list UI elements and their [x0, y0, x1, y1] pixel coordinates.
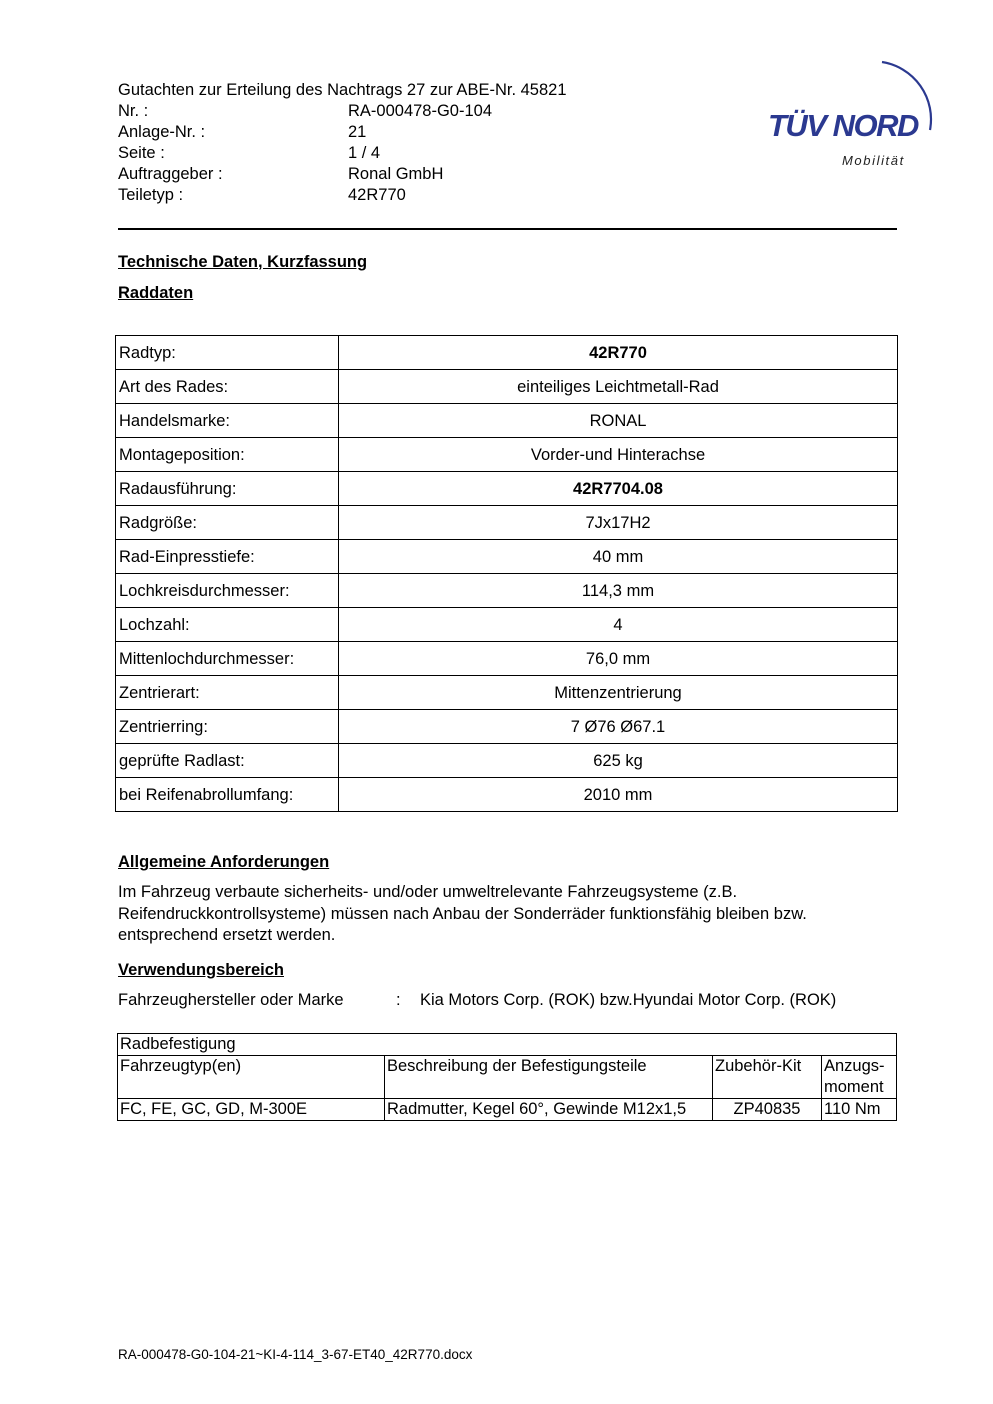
- tuv-nord-logo-graphic: [762, 56, 942, 171]
- cell-anzugsmoment: 110 Nm: [822, 1099, 897, 1121]
- table-row: [116, 608, 898, 642]
- raddaten-label: bei Reifenabrollumfang:: [116, 778, 339, 812]
- footer-filename: RA-000478-G0-104-21~KI-4-114_3-67-ET40_42R770.docx: [118, 1347, 473, 1362]
- raddaten-value: 7Jx17H2: [339, 506, 898, 540]
- radbefestigung-table: [117, 1033, 897, 1121]
- raddaten-value: 4: [339, 608, 898, 642]
- section-title-raddaten: Raddaten: [118, 284, 194, 302]
- header-anzugsmoment: [822, 1056, 897, 1099]
- header-divider: [118, 228, 897, 230]
- raddaten-label: Lochzahl:: [116, 608, 339, 642]
- table-row: [116, 676, 898, 710]
- tuv-nord-logo: [762, 56, 942, 171]
- table-row: [116, 472, 898, 506]
- table-row: [116, 778, 898, 812]
- raddaten-value: 625 kg: [339, 744, 898, 778]
- header-value-teiletyp: 42R770: [348, 186, 406, 204]
- table-row: [116, 642, 898, 676]
- raddaten-label: Rad-Einpresstiefe:: [116, 540, 339, 574]
- table-row: [116, 744, 898, 778]
- radbefestigung-title-row: [118, 1034, 897, 1056]
- section-title-technische-daten: Technische Daten, Kurzfassung: [118, 253, 368, 271]
- raddaten-value: 7 Ø76 Ø67.1: [339, 710, 898, 744]
- cell-zubehoer-kit: ZP40835: [713, 1099, 822, 1121]
- header-anzugsmoment-line1: Anzugs-: [824, 1057, 885, 1075]
- raddaten-label: Zentrierring:: [116, 710, 339, 744]
- raddaten-label: Handelsmarke:: [116, 404, 339, 438]
- header-label-anlage: Anlage-Nr. :: [118, 123, 206, 141]
- table-row: [116, 540, 898, 574]
- header-value-anlage: 21: [348, 123, 367, 141]
- raddaten-value: Mittenzentrierung: [339, 676, 898, 710]
- table-row: [116, 438, 898, 472]
- raddaten-label: Art des Rades:: [116, 370, 339, 404]
- raddaten-label: Radausführung:: [116, 472, 339, 506]
- hersteller-value: Kia Motors Corp. (ROK) bzw.Hyundai Motor Corp. (ROK): [420, 991, 837, 1009]
- hersteller-label: Fahrzeughersteller oder Marke: [118, 991, 344, 1009]
- header-zubehoer-kit: Zubehör-Kit: [713, 1056, 822, 1099]
- section-title-verwendungsbereich: Verwendungsbereich: [118, 961, 284, 979]
- header-label-auftraggeber: Auftraggeber :: [118, 165, 223, 183]
- raddaten-value: 42R7704.08: [339, 472, 898, 506]
- raddaten-value: 114,3 mm: [339, 574, 898, 608]
- cell-beschreibung: Radmutter, Kegel 60°, Gewinde M12x1,5: [385, 1099, 713, 1121]
- raddaten-value: 40 mm: [339, 540, 898, 574]
- raddaten-value: 2010 mm: [339, 778, 898, 812]
- table-row: [116, 710, 898, 744]
- radbefestigung-title: Radbefestigung: [118, 1034, 897, 1056]
- raddaten-label: Montageposition:: [116, 438, 339, 472]
- raddaten-value: 42R770: [339, 336, 898, 370]
- header-beschreibung: Beschreibung der Befestigungsteile: [385, 1056, 713, 1099]
- header-value-seite: 1 / 4: [348, 144, 381, 162]
- raddaten-label: geprüfte Radlast:: [116, 744, 339, 778]
- allgemeine-anforderungen-text: Im Fahrzeug verbaute sicherheits- und/oder umweltrelevante Fahrzeugsysteme (z.B. Reifendruckkontrollsysteme) müssen nach Anbau der Sonderräder funktionsfähig bleiben bzw. entsprechend ersetzt werden.: [118, 883, 807, 944]
- raddaten-label: Lochkreisdurchmesser:: [116, 574, 339, 608]
- table-row: [116, 336, 898, 370]
- logo-tagline: Mobilität: [842, 153, 905, 168]
- header-label-seite: Seite :: [118, 144, 165, 162]
- raddaten-value: 76,0 mm: [339, 642, 898, 676]
- raddaten-label: Radgröße:: [116, 506, 339, 540]
- header-value-auftraggeber: Ronal GmbH: [348, 165, 444, 183]
- header-label-teiletyp: Teiletyp :: [118, 186, 184, 204]
- cell-fahrzeugtyp: FC, FE, GC, GD, M-300E: [118, 1099, 385, 1121]
- table-row: [118, 1099, 897, 1121]
- table-row: [116, 404, 898, 438]
- table-row: [116, 370, 898, 404]
- radbefestigung-header-row: [118, 1056, 897, 1099]
- table-row: [116, 574, 898, 608]
- hersteller-separator: :: [396, 991, 401, 1009]
- logo-brand-text: TÜV NORD: [768, 108, 918, 143]
- raddaten-label: Zentrierart:: [116, 676, 339, 710]
- raddaten-value: Vorder-und Hinterachse: [339, 438, 898, 472]
- raddaten-label: Radtyp:: [116, 336, 339, 370]
- header-anzugsmoment-line2: moment: [824, 1078, 884, 1096]
- raddaten-value: einteiliges Leichtmetall-Rad: [339, 370, 898, 404]
- raddaten-value: RONAL: [339, 404, 898, 438]
- header-fahrzeugtyp: Fahrzeugtyp(en): [118, 1056, 385, 1099]
- header-value-nr: RA-000478-G0-104: [348, 102, 493, 120]
- raddaten-table: [115, 335, 898, 812]
- header-label-nr: Nr. :: [118, 102, 149, 120]
- raddaten-label: Mittenlochdurchmesser:: [116, 642, 339, 676]
- document-title: Gutachten zur Erteilung des Nachtrags 27 zur ABE-Nr. 45821: [118, 81, 567, 99]
- section-title-allgemeine-anforderungen: Allgemeine Anforderungen: [118, 853, 330, 871]
- table-row: [116, 506, 898, 540]
